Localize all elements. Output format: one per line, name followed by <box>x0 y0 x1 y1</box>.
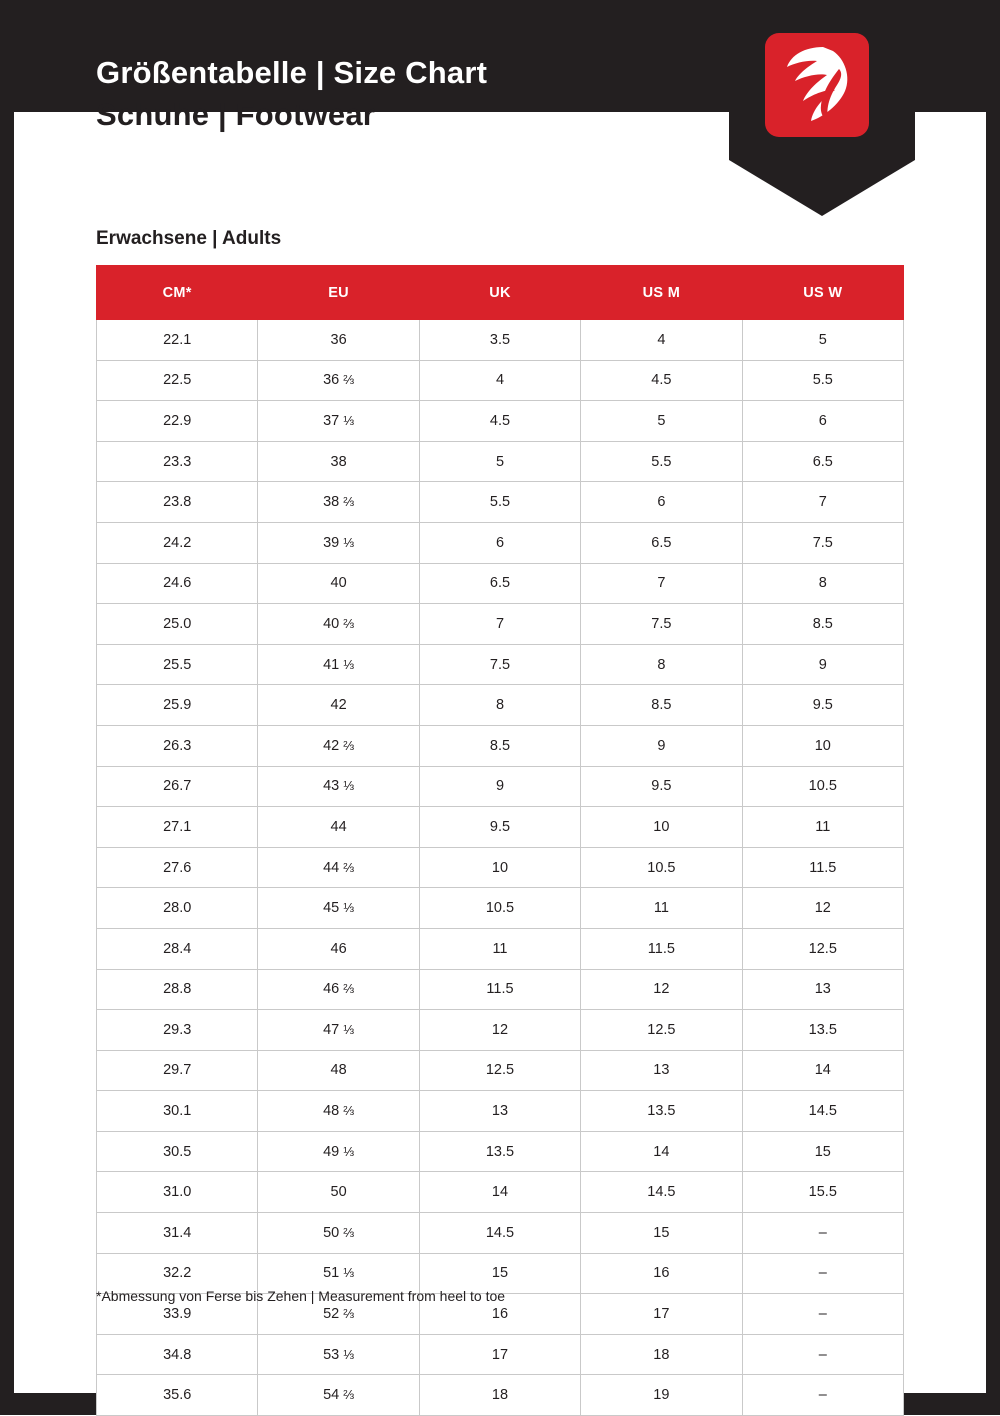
table-cell: 5.5 <box>419 482 580 523</box>
table-row <box>97 1213 904 1254</box>
table-cell: 18 <box>419 1375 580 1416</box>
table-cell: 11.5 <box>742 847 903 888</box>
table-cell: 14 <box>742 1050 903 1091</box>
table-cell: 27.1 <box>97 807 258 848</box>
page-edge-right <box>986 0 1000 1415</box>
table-cell: 54 ⅔ <box>258 1375 419 1416</box>
table-cell: 9 <box>742 644 903 685</box>
table-cell: 30.1 <box>97 1091 258 1132</box>
table-cell: 6.5 <box>419 563 580 604</box>
table-cell: 51 ⅓ <box>258 1253 419 1294</box>
table-row <box>97 360 904 401</box>
table-cell: 47 ⅓ <box>258 1010 419 1051</box>
table-cell: 36 ⅔ <box>258 360 419 401</box>
fraction-glyph: ⅓ <box>343 1021 355 1037</box>
table-cell: – <box>742 1294 903 1335</box>
table-cell: 5 <box>581 401 742 442</box>
table-cell: 10 <box>419 847 580 888</box>
table-cell: 15.5 <box>742 1172 903 1213</box>
table-cell: 50 ⅔ <box>258 1213 419 1254</box>
table-cell: 22.9 <box>97 401 258 442</box>
table-cell: 31.4 <box>97 1213 258 1254</box>
table-cell: 29.7 <box>97 1050 258 1091</box>
table-cell: 17 <box>581 1294 742 1335</box>
table-cell: 13 <box>742 969 903 1010</box>
table-row <box>97 1375 904 1416</box>
table-cell: 11.5 <box>581 928 742 969</box>
table-cell: 38 <box>258 441 419 482</box>
table-cell: 30.5 <box>97 1131 258 1172</box>
table-cell: 10.5 <box>581 847 742 888</box>
table-header-row <box>97 266 904 320</box>
table-cell: 9.5 <box>581 766 742 807</box>
table-cell: 25.9 <box>97 685 258 726</box>
table-cell: – <box>742 1213 903 1254</box>
fraction-glyph: ⅔ <box>343 981 355 997</box>
table-cell: 43 ⅓ <box>258 766 419 807</box>
table-row <box>97 928 904 969</box>
table-cell: 8.5 <box>581 685 742 726</box>
fraction-glyph: ⅓ <box>343 534 355 550</box>
table-cell: 11 <box>419 928 580 969</box>
table-cell: 12 <box>581 969 742 1010</box>
table-cell: 27.6 <box>97 847 258 888</box>
table-cell: 13 <box>581 1050 742 1091</box>
fraction-glyph: ⅔ <box>343 737 355 753</box>
table-row <box>97 766 904 807</box>
table-cell: 12 <box>742 888 903 929</box>
table-cell: 12.5 <box>742 928 903 969</box>
table-cell: 40 <box>258 563 419 604</box>
table-cell: 50 <box>258 1172 419 1213</box>
table-cell: 5.5 <box>581 441 742 482</box>
table-row <box>97 1131 904 1172</box>
size-table <box>96 265 904 1416</box>
table-row <box>97 969 904 1010</box>
table-row <box>97 482 904 523</box>
section-heading-adults: Erwachsene | Adults <box>96 228 282 249</box>
table-cell: 7.5 <box>419 644 580 685</box>
table-cell: 8 <box>742 563 903 604</box>
table-row <box>97 604 904 645</box>
table-cell: 9 <box>419 766 580 807</box>
table-cell: 38 ⅔ <box>258 482 419 523</box>
table-row <box>97 563 904 604</box>
table-cell: 22.1 <box>97 320 258 361</box>
table-row <box>97 847 904 888</box>
table-cell: 41 ⅓ <box>258 644 419 685</box>
table-cell: 10.5 <box>419 888 580 929</box>
table-cell: 10 <box>742 725 903 766</box>
table-cell: 6 <box>742 401 903 442</box>
table-cell: 7.5 <box>581 604 742 645</box>
table-row <box>97 807 904 848</box>
table-cell: 39 ⅓ <box>258 522 419 563</box>
table-cell: 14.5 <box>742 1091 903 1132</box>
table-cell: 15 <box>742 1131 903 1172</box>
table-cell: 36 <box>258 320 419 361</box>
table-cell: 13.5 <box>742 1010 903 1051</box>
table-cell: 16 <box>419 1294 580 1335</box>
table-cell: 14 <box>419 1172 580 1213</box>
table-cell: 10 <box>581 807 742 848</box>
title-line-footwear: Schuhe | Footwear <box>96 97 376 132</box>
table-cell: 48 <box>258 1050 419 1091</box>
table-row <box>97 644 904 685</box>
table-row <box>97 888 904 929</box>
table-cell: 5 <box>742 320 903 361</box>
table-cell: 28.8 <box>97 969 258 1010</box>
table-cell: 45 ⅓ <box>258 888 419 929</box>
column-header: CM* <box>97 266 258 320</box>
table-cell: 11 <box>742 807 903 848</box>
table-cell: 12.5 <box>419 1050 580 1091</box>
column-header: UK <box>419 266 580 320</box>
table-cell: 37 ⅓ <box>258 401 419 442</box>
table-cell: 11.5 <box>419 969 580 1010</box>
table-row <box>97 685 904 726</box>
fraction-glyph: ⅓ <box>343 412 355 428</box>
table-cell: 24.2 <box>97 522 258 563</box>
table-cell: 3.5 <box>419 320 580 361</box>
table-cell: 6 <box>419 522 580 563</box>
table-cell: 8.5 <box>419 725 580 766</box>
page-title <box>96 52 736 136</box>
table-cell: 53 ⅓ <box>258 1334 419 1375</box>
table-cell: 7 <box>419 604 580 645</box>
fraction-glyph: ⅓ <box>343 900 355 916</box>
table-cell: 46 <box>258 928 419 969</box>
fraction-glyph: ⅓ <box>343 778 355 794</box>
fraction-glyph: ⅓ <box>343 656 355 672</box>
footnote-measurement: *Abmessung von Ferse bis Zehen | Measurement from heel to toe <box>96 1288 506 1304</box>
table-cell: 44 ⅔ <box>258 847 419 888</box>
fraction-glyph: ⅔ <box>343 494 355 510</box>
fraction-glyph: ⅔ <box>343 372 355 388</box>
table-cell: 25.5 <box>97 644 258 685</box>
table-cell: 28.0 <box>97 888 258 929</box>
table-cell: 5.5 <box>742 360 903 401</box>
fraction-glyph: ⅓ <box>343 1265 355 1281</box>
table-cell: 33.9 <box>97 1294 258 1335</box>
size-table-wrapper <box>96 265 904 1416</box>
table-cell: 5 <box>419 441 580 482</box>
table-cell: 35.6 <box>97 1375 258 1416</box>
table-cell: 28.4 <box>97 928 258 969</box>
table-cell: 9.5 <box>419 807 580 848</box>
table-row <box>97 1010 904 1051</box>
table-cell: 4.5 <box>419 401 580 442</box>
table-row <box>97 441 904 482</box>
fraction-glyph: ⅔ <box>343 1387 355 1403</box>
size-table-body <box>97 320 904 1416</box>
table-cell: 9 <box>581 725 742 766</box>
table-cell: 6.5 <box>742 441 903 482</box>
table-row <box>97 725 904 766</box>
table-cell: 6 <box>581 482 742 523</box>
table-row <box>97 1172 904 1213</box>
table-cell: 14.5 <box>419 1213 580 1254</box>
table-cell: 16 <box>581 1253 742 1294</box>
table-cell: 19 <box>581 1375 742 1416</box>
fraction-glyph: ⅓ <box>343 1346 355 1362</box>
table-cell: 42 ⅔ <box>258 725 419 766</box>
table-cell: 40 ⅔ <box>258 604 419 645</box>
table-cell: 44 <box>258 807 419 848</box>
table-cell: 6.5 <box>581 522 742 563</box>
table-row <box>97 401 904 442</box>
title-line-size-chart: Größentabelle | Size Chart <box>96 55 488 90</box>
table-cell: 13.5 <box>419 1131 580 1172</box>
table-cell: 8.5 <box>742 604 903 645</box>
table-row <box>97 1334 904 1375</box>
table-cell: 13 <box>419 1091 580 1132</box>
table-cell: 4 <box>419 360 580 401</box>
table-cell: – <box>742 1375 903 1416</box>
table-cell: 26.3 <box>97 725 258 766</box>
column-header: US M <box>581 266 742 320</box>
table-row <box>97 1091 904 1132</box>
table-cell: 7 <box>581 563 742 604</box>
table-cell: 24.6 <box>97 563 258 604</box>
fraction-glyph: ⅔ <box>343 1306 355 1322</box>
table-cell: 29.3 <box>97 1010 258 1051</box>
table-cell: 14 <box>581 1131 742 1172</box>
fraction-glyph: ⅔ <box>343 1103 355 1119</box>
table-cell: 31.0 <box>97 1172 258 1213</box>
table-cell: – <box>742 1253 903 1294</box>
table-cell: 49 ⅓ <box>258 1131 419 1172</box>
table-cell: 23.3 <box>97 441 258 482</box>
table-cell: 12.5 <box>581 1010 742 1051</box>
table-cell: 17 <box>419 1334 580 1375</box>
size-table-head <box>97 266 904 320</box>
table-cell: 18 <box>581 1334 742 1375</box>
table-row <box>97 320 904 361</box>
table-cell: 34.8 <box>97 1334 258 1375</box>
table-cell: 14.5 <box>581 1172 742 1213</box>
fraction-glyph: ⅔ <box>343 859 355 875</box>
table-cell: 25.0 <box>97 604 258 645</box>
column-header: EU <box>258 266 419 320</box>
table-cell: 7 <box>742 482 903 523</box>
table-row <box>97 522 904 563</box>
table-cell: 12 <box>419 1010 580 1051</box>
table-cell: 26.7 <box>97 766 258 807</box>
fraction-glyph: ⅔ <box>343 615 355 631</box>
table-cell: 4.5 <box>581 360 742 401</box>
table-cell: 11 <box>581 888 742 929</box>
table-cell: 9.5 <box>742 685 903 726</box>
table-cell: 42 <box>258 685 419 726</box>
table-cell: – <box>742 1334 903 1375</box>
table-row <box>97 1050 904 1091</box>
table-cell: 7.5 <box>742 522 903 563</box>
table-cell: 10.5 <box>742 766 903 807</box>
fraction-glyph: ⅓ <box>343 1143 355 1159</box>
table-cell: 15 <box>419 1253 580 1294</box>
table-cell: 4 <box>581 320 742 361</box>
table-cell: 22.5 <box>97 360 258 401</box>
table-cell: 48 ⅔ <box>258 1091 419 1132</box>
table-cell: 8 <box>419 685 580 726</box>
column-header: US W <box>742 266 903 320</box>
table-cell: 13.5 <box>581 1091 742 1132</box>
page-edge-left <box>0 0 14 1415</box>
table-cell: 23.8 <box>97 482 258 523</box>
table-cell: 32.2 <box>97 1253 258 1294</box>
table-cell: 46 ⅔ <box>258 969 419 1010</box>
fraction-glyph: ⅔ <box>343 1224 355 1240</box>
five-ten-logo-icon <box>765 33 869 137</box>
table-cell: 52 ⅔ <box>258 1294 419 1335</box>
table-cell: 8 <box>581 644 742 685</box>
brand-logo-badge <box>729 0 915 216</box>
table-cell: 15 <box>581 1213 742 1254</box>
